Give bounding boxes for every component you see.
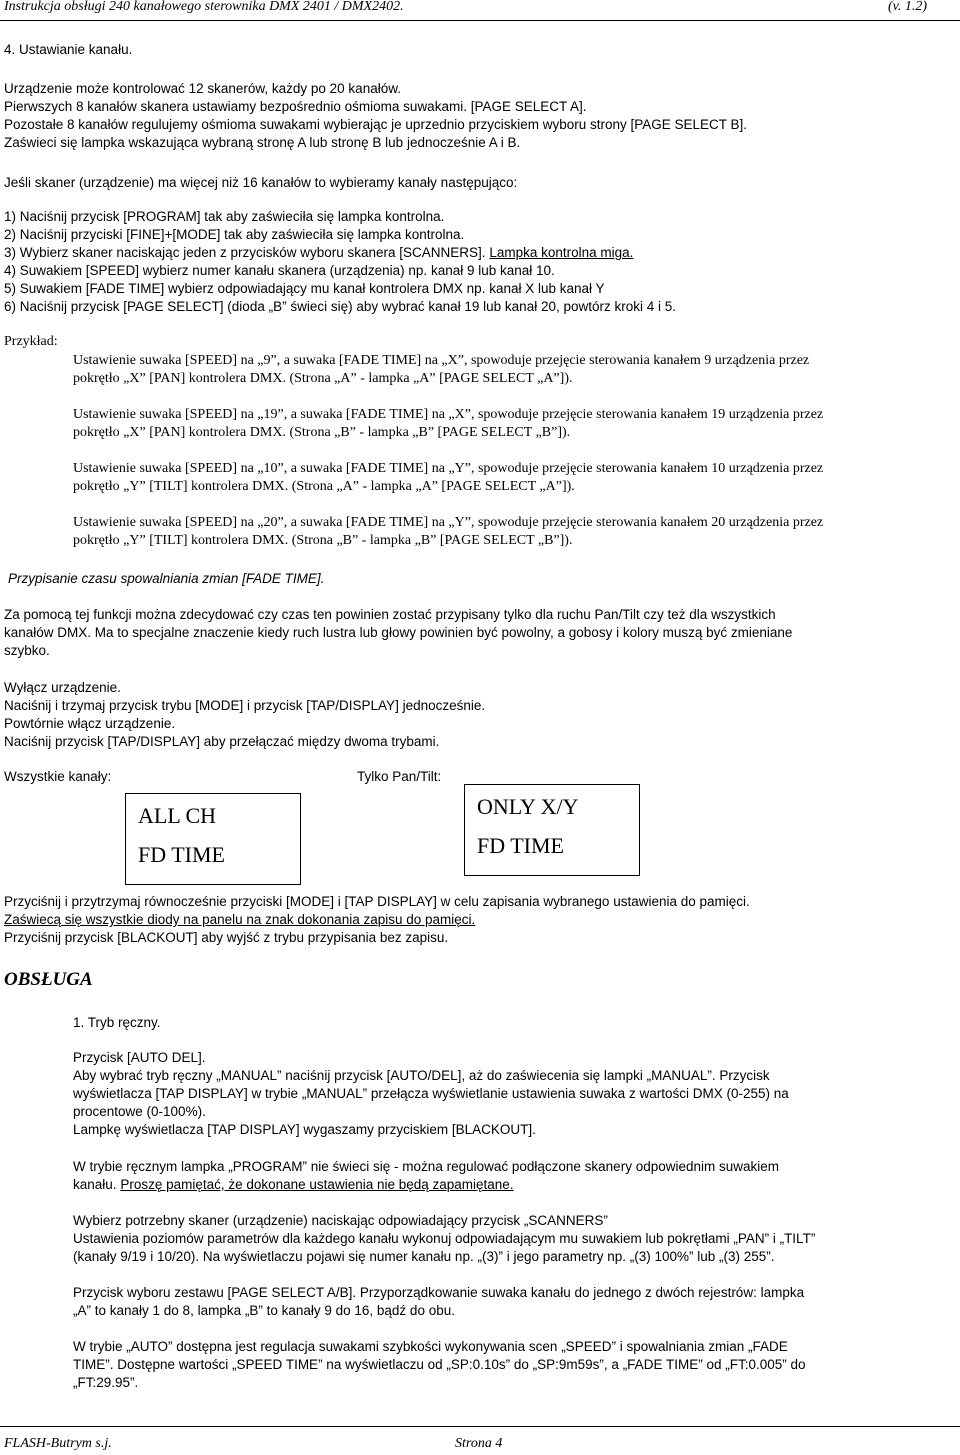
step-item: 1) Naciśnij przycisk [PROGRAM] tak aby zaświeciła się lampka kontrolna. <box>4 209 445 224</box>
pageselect-paragraph <box>73 1284 804 1320</box>
scanners-line: Ustawienia poziomów parametrów dla każdego kanału wykonuj odpowiadającym mu suwakiem lub pokrętłami „PAN” i „TILT” <box>73 1231 816 1246</box>
autodel-paragraph <box>73 1049 789 1139</box>
autodel-line: Przycisk [AUTO DEL]. <box>73 1050 206 1065</box>
display-line: FD TIME <box>138 842 225 867</box>
autodel-line: Aby wybrać tryb ręczny „MANUAL” naciśnij przycisk [AUTO/DEL], aż do zaświecenia się lampki „MANUAL”. Przycisk <box>73 1068 770 1083</box>
autodel-line: procentowe (0-100%). <box>73 1104 206 1119</box>
auto-line: „FT:29.95”. <box>73 1375 139 1390</box>
fade-step: Wyłącz urządzenie. <box>4 680 121 695</box>
example-line: pokrętło „Y” [TILT] kontrolera DMX. (Strona „B” - lampka „B” [PAGE SELECT „B”]). <box>73 533 573 548</box>
display-line: ALL CH <box>138 803 217 828</box>
program-note-underlined: Proszę pamiętać, że dokonane ustawienia nie będą zapamiętane. <box>120 1177 514 1192</box>
fade-line: Za pomocą tej funkcji można zdecydować czy czas ten powinien zostać przypisany tylko dla ruchu Pan/Tilt czy też dla wszystkich <box>4 607 776 622</box>
save-line: Przyciśnij przycisk [BLACKOUT] aby wyjść z trybu przypisania bez zapisu. <box>4 930 449 945</box>
program-line <box>73 1176 779 1194</box>
save-paragraph <box>4 893 750 947</box>
example-block <box>73 352 809 388</box>
program-line: W trybie ręcznym lampka „PROGRAM” nie świeci się - można regulować podłączone skanery odpowiednim suwakiem <box>73 1159 780 1174</box>
footer-divider <box>0 1426 960 1427</box>
all-channels-label: Wszystkie kanały: <box>4 769 112 784</box>
example-line: pokrętło „X” [PAN] kontrolera DMX. (Strona „B” - lampka „B” [PAGE SELECT „B”]). <box>73 425 571 440</box>
fade-line: kanałów DMX. Ma to specjalne znaczenie kiedy ruch lustra lub głowy powinien być powolny, a gobosy i kolory muszą być zmieniane <box>4 625 793 640</box>
document-version: (v. 1.2) <box>888 0 927 14</box>
step-text: 3) Wybierz skaner naciskając jeden z przycisków wyboru skanera [SCANNERS]. <box>4 245 486 260</box>
step-item: 6) Naciśnij przycisk [PAGE SELECT] (dioda „B” świeci się) aby wybrać kanał 19 lub kanał 20, powtórz kroki 4 i 5. <box>4 299 677 314</box>
fade-steps <box>4 679 485 751</box>
section-heading: 4. Ustawianie kanału. <box>4 42 133 57</box>
example-line: pokrętło „Y” [TILT] kontrolera DMX. (Strona „A” - lampka „A” [PAGE SELECT „A”]). <box>73 479 575 494</box>
manual-mode-heading: 1. Tryb ręczny. <box>73 1015 161 1030</box>
more-channels-text: Jeśli skaner (urządzenie) ma więcej niż 16 kanałów to wybieramy kanały następująco: <box>4 175 518 190</box>
auto-line: W trybie „AUTO” dostępna jest regulacja suwakami szybkości wykonywania scen „SPEED” i spowalniania zmian „FADE <box>73 1339 788 1354</box>
example-line: Ustawienie suwaka [SPEED] na „19”, a suwaka [FADE TIME] na „X”, spowoduje przejęcie sterowania kanałem 19 urządzenia przez <box>73 407 824 422</box>
example-line: pokrętło „X” [PAN] kontrolera DMX. (Strona „A” - lampka „A” [PAGE SELECT „A”]). <box>73 371 573 386</box>
example-block <box>73 514 823 550</box>
example-block <box>73 406 823 442</box>
example-line: Ustawienie suwaka [SPEED] na „20”, a suwaka [FADE TIME] na „Y”, spowoduje przejęcie sterowania kanałem 20 urządzenia przez <box>73 515 824 530</box>
document-title: Instrukcja obsługi 240 kanałowego sterownika DMX 2401 / DMX2402. <box>4 0 404 14</box>
fade-step: Powtórnie włącz urządzenie. <box>4 716 176 731</box>
step-item: 2) Naciśnij przyciski [FINE]+[MODE] tak aby zaświeciła się lampka kontrolna. <box>4 227 465 242</box>
display-pan-tilt <box>464 784 640 876</box>
fade-step: Naciśnij i trzymaj przycisk trybu [MODE] i przycisk [TAP/DISPLAY] jednocześnie. <box>4 698 486 713</box>
intro-line: Pierwszych 8 kanałów skanera ustawiamy bezpośrednio ośmioma suwakami. [PAGE SELECT A]. <box>4 99 587 114</box>
autodel-line: Lampkę wyświetlacza [TAP DISPLAY] wygaszamy przyciskiem [BLACKOUT]. <box>73 1122 536 1137</box>
footer-company: FLASH-Butrym s.j. <box>4 1436 112 1451</box>
example-line: Ustawienie suwaka [SPEED] na „10”, a suwaka [FADE TIME] na „Y”, spowoduje przejęcie sterowania kanałem 10 urządzenia przez <box>73 461 824 476</box>
auto-paragraph <box>73 1338 806 1392</box>
example-block <box>73 460 823 496</box>
pageselect-line: „A” to kanały 1 do 8, lampka „B” to kanały 9 do 16, bądź do obu. <box>73 1303 455 1318</box>
display-line: FD TIME <box>477 833 564 858</box>
example-line: Ustawienie suwaka [SPEED] na „9”, a suwaka [FADE TIME] na „X”, spowoduje przejęcie sterowania kanałem 9 urządzenia przez <box>73 353 810 368</box>
page-number: Strona 4 <box>455 1436 503 1451</box>
intro-line: Urządzenie może kontrolować 12 skanerów, każdy po 20 kanałów. <box>4 81 401 96</box>
fade-line: szybko. <box>4 643 50 658</box>
steps-list <box>4 208 676 316</box>
program-paragraph <box>73 1158 779 1194</box>
scanners-paragraph <box>73 1212 815 1266</box>
intro-line: Zaświeci się lampka wskazująca wybraną stronę A lub stronę B lub jednocześnie A i B. <box>4 135 521 150</box>
example-label: Przykład: <box>4 334 58 349</box>
intro-paragraph <box>4 80 747 152</box>
auto-line: TIME”. Dostępne wartości „SPEED TIME” na wyświetlaczu od „SP:0.10s” do „SP:9m59s”, a „FADE TIME” od „FT:0.005” do <box>73 1357 806 1372</box>
display-line: ONLY X/Y <box>477 794 579 819</box>
scanners-line: (kanały 9/19 i 10/20). Na wyświetlaczu pojawi się numer kanału np. „(3)” i jego parametry np. „(3) 100%” lub „(3) 255”. <box>73 1249 775 1264</box>
header-divider <box>0 20 960 21</box>
step-item: 4) Suwakiem [SPEED] wybierz numer kanału skanera (urządzenia) np. kanał 9 lub kanał 10. <box>4 263 555 278</box>
program-text: kanału. <box>73 1177 117 1192</box>
step-note-underlined: Lampka kontrolna miga. <box>489 245 634 260</box>
fade-heading: Przypisanie czasu spowalniania zmian [FADE TIME]. <box>8 571 325 586</box>
pantilt-label: Tylko Pan/Tilt: <box>357 769 442 784</box>
intro-line: Pozostałe 8 kanałów regulujemy ośmioma suwakami wybierając je uprzednio przyciskiem wyboru strony [PAGE SELECT B]. <box>4 117 748 132</box>
fade-step: Naciśnij przycisk [TAP/DISPLAY] aby przełączać między dwoma trybami. <box>4 734 440 749</box>
scanners-line: Wybierz potrzebny skaner (urządzenie) naciskając odpowiadający przycisk „SCANNERS” <box>73 1213 608 1228</box>
save-line-underlined: Zaświecą się wszystkie diody na panelu na znak dokonania zapisu do pamięci. <box>4 912 476 927</box>
fade-paragraph <box>4 606 792 660</box>
step-item: 5) Suwakiem [FADE TIME] wybierz odpowiadający mu kanał kontrolera DMX np. kanał X lub kanał Y <box>4 281 605 296</box>
autodel-line: wyświetlacza [TAP DISPLAY] w trybie „MANUAL” przełącza wyświetlanie ustawienia suwaka z wartości DMX (0-255) na <box>73 1086 789 1101</box>
save-line: Przyciśnij i przytrzymaj równocześnie przyciski [MODE] i [TAP DISPLAY] w celu zapisania wybranego ustawienia do pamięci. <box>4 894 750 909</box>
pageselect-line: Przycisk wyboru zestawu [PAGE SELECT A/B]. Przyporządkowanie suwaka kanału do jednego z dwóch rejestrów: lampka <box>73 1285 805 1300</box>
step-item <box>4 244 676 262</box>
display-all-channels <box>125 793 301 885</box>
obsluga-heading: OBSŁUGA <box>4 969 93 990</box>
